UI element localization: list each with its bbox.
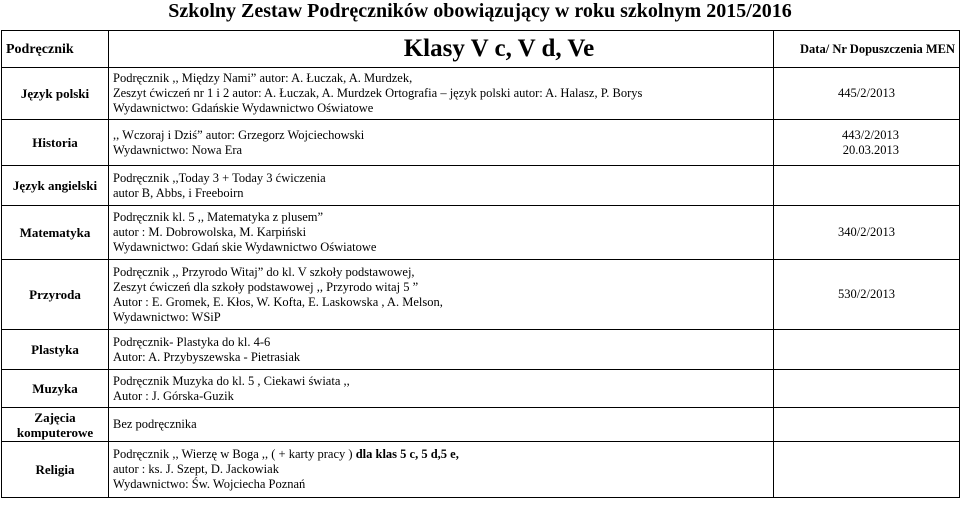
row-approval: [774, 330, 960, 370]
book-line: Wydawnictwo: Gdańskie Wydawnictwo Oświatowe: [113, 101, 374, 115]
book-line: Wydawnictwo: Gdań skie Wydawnictwo Oświatowe: [113, 240, 377, 254]
row-books: [109, 408, 774, 442]
book-line: [113, 447, 769, 462]
book-line: Autor: A. Przybyszewska - Pietrasiak: [113, 349, 301, 364]
row-books: [109, 206, 774, 260]
table-row: [2, 120, 960, 166]
book-line: autor : M. Dobrowolska, M. Karpiński: [113, 225, 307, 239]
approval-number: 445/2/2013: [838, 86, 895, 100]
header-classes: Klasy V c, V d, Ve: [109, 31, 774, 68]
table-row: [2, 166, 960, 206]
row-approval: [774, 408, 960, 442]
row-subject: Zajęcia komputerowe: [2, 408, 109, 442]
table-row: [2, 442, 960, 498]
book-line: Podręcznik ,,Today 3 + Today 3 ćwiczenia: [113, 170, 326, 185]
row-books: [109, 370, 774, 408]
row-subject: Język angielski: [2, 166, 109, 206]
approval-number: 530/2/2013: [838, 287, 895, 301]
book-line: Podręcznik ,, Przyrodo Witaj” do kl. V szkoły podstawowej,: [113, 264, 415, 279]
approval-number: 443/2/2013: [842, 127, 899, 142]
book-line: ,, Wczoraj i Dziś” autor: Grzegorz Wojciechowski: [113, 127, 365, 142]
book-line: Podręcznik ,, Między Nami” autor: A. Łuczak, A. Murdzek,: [113, 71, 413, 85]
row-subject: Przyroda: [2, 260, 109, 330]
book-title: Podręcznik ,, Wierzę w Boga ,, ( + karty pracy ): [113, 447, 356, 461]
table-header-row: [2, 31, 960, 68]
row-subject: Muzyka: [2, 370, 109, 408]
table-row: [2, 370, 960, 408]
book-line: Wydawnictwo: Św. Wojciecha Poznań: [113, 477, 306, 491]
row-subject: Plastyka: [2, 330, 109, 370]
row-books: [109, 442, 774, 498]
row-approval: [774, 68, 960, 120]
book-line: Bez podręcznika: [113, 417, 197, 431]
book-line: Zeszyt ćwiczeń dla szkoły podstawowej ,, Przyrodo witaj 5 ”: [113, 279, 419, 294]
row-books: [109, 260, 774, 330]
book-line: Wydawnictwo: Nowa Era: [113, 142, 243, 157]
book-line: autor : ks. J. Szept, D. Jackowiak: [113, 462, 279, 476]
class-note: dla klas 5 c, 5 d,5 e,: [355, 447, 459, 461]
textbook-table: [1, 30, 960, 498]
row-subject: Matematyka: [2, 206, 109, 260]
book-line: Autor : J. Górska-Guzik: [113, 388, 234, 403]
table-row: [2, 260, 960, 330]
header-subject: Podręcznik: [2, 31, 109, 68]
table-row: [2, 206, 960, 260]
book-line: Wydawnictwo: WSiP: [113, 309, 221, 324]
book-line: Podręcznik- Plastyka do kl. 4-6: [113, 334, 271, 349]
row-books: [109, 166, 774, 206]
row-subject: Język polski: [2, 68, 109, 120]
page-title: Szkolny Zestaw Podręczników obowiązujący w roku szkolnym 2015/2016: [168, 0, 792, 22]
table-row: [2, 68, 960, 120]
header-approval: Data/ Nr Dopuszczenia MEN: [774, 31, 960, 68]
book-line: autor B, Abbs, i Freeboirn: [113, 185, 244, 200]
row-subject: Religia: [2, 442, 109, 498]
row-approval: [774, 370, 960, 408]
row-books: [109, 330, 774, 370]
row-approval: [774, 166, 960, 206]
approval-date: 20.03.2013: [842, 142, 899, 157]
book-line: Podręcznik kl. 5 ,, Matematyka z plusem”: [113, 210, 324, 224]
book-line: Podręcznik Muzyka do kl. 5 , Ciekawi świata ,,: [113, 373, 350, 388]
row-approval: [774, 260, 960, 330]
row-subject: Historia: [2, 120, 109, 166]
book-line: Autor : E. Gromek, E. Kłos, W. Kofta, E. Laskowska , A. Melson,: [113, 294, 443, 309]
row-approval: [774, 206, 960, 260]
row-approval: [774, 442, 960, 498]
table-row: [2, 408, 960, 442]
row-books: [109, 68, 774, 120]
book-line: Zeszyt ćwiczeń nr 1 i 2 autor: A. Łuczak, A. Murdzek Ortografia – język polski autor: A. Halasz, P. Borys: [113, 86, 643, 100]
row-books: [109, 120, 774, 166]
table-row: [2, 330, 960, 370]
approval-number: 340/2/2013: [838, 225, 895, 239]
row-approval: [774, 120, 960, 166]
